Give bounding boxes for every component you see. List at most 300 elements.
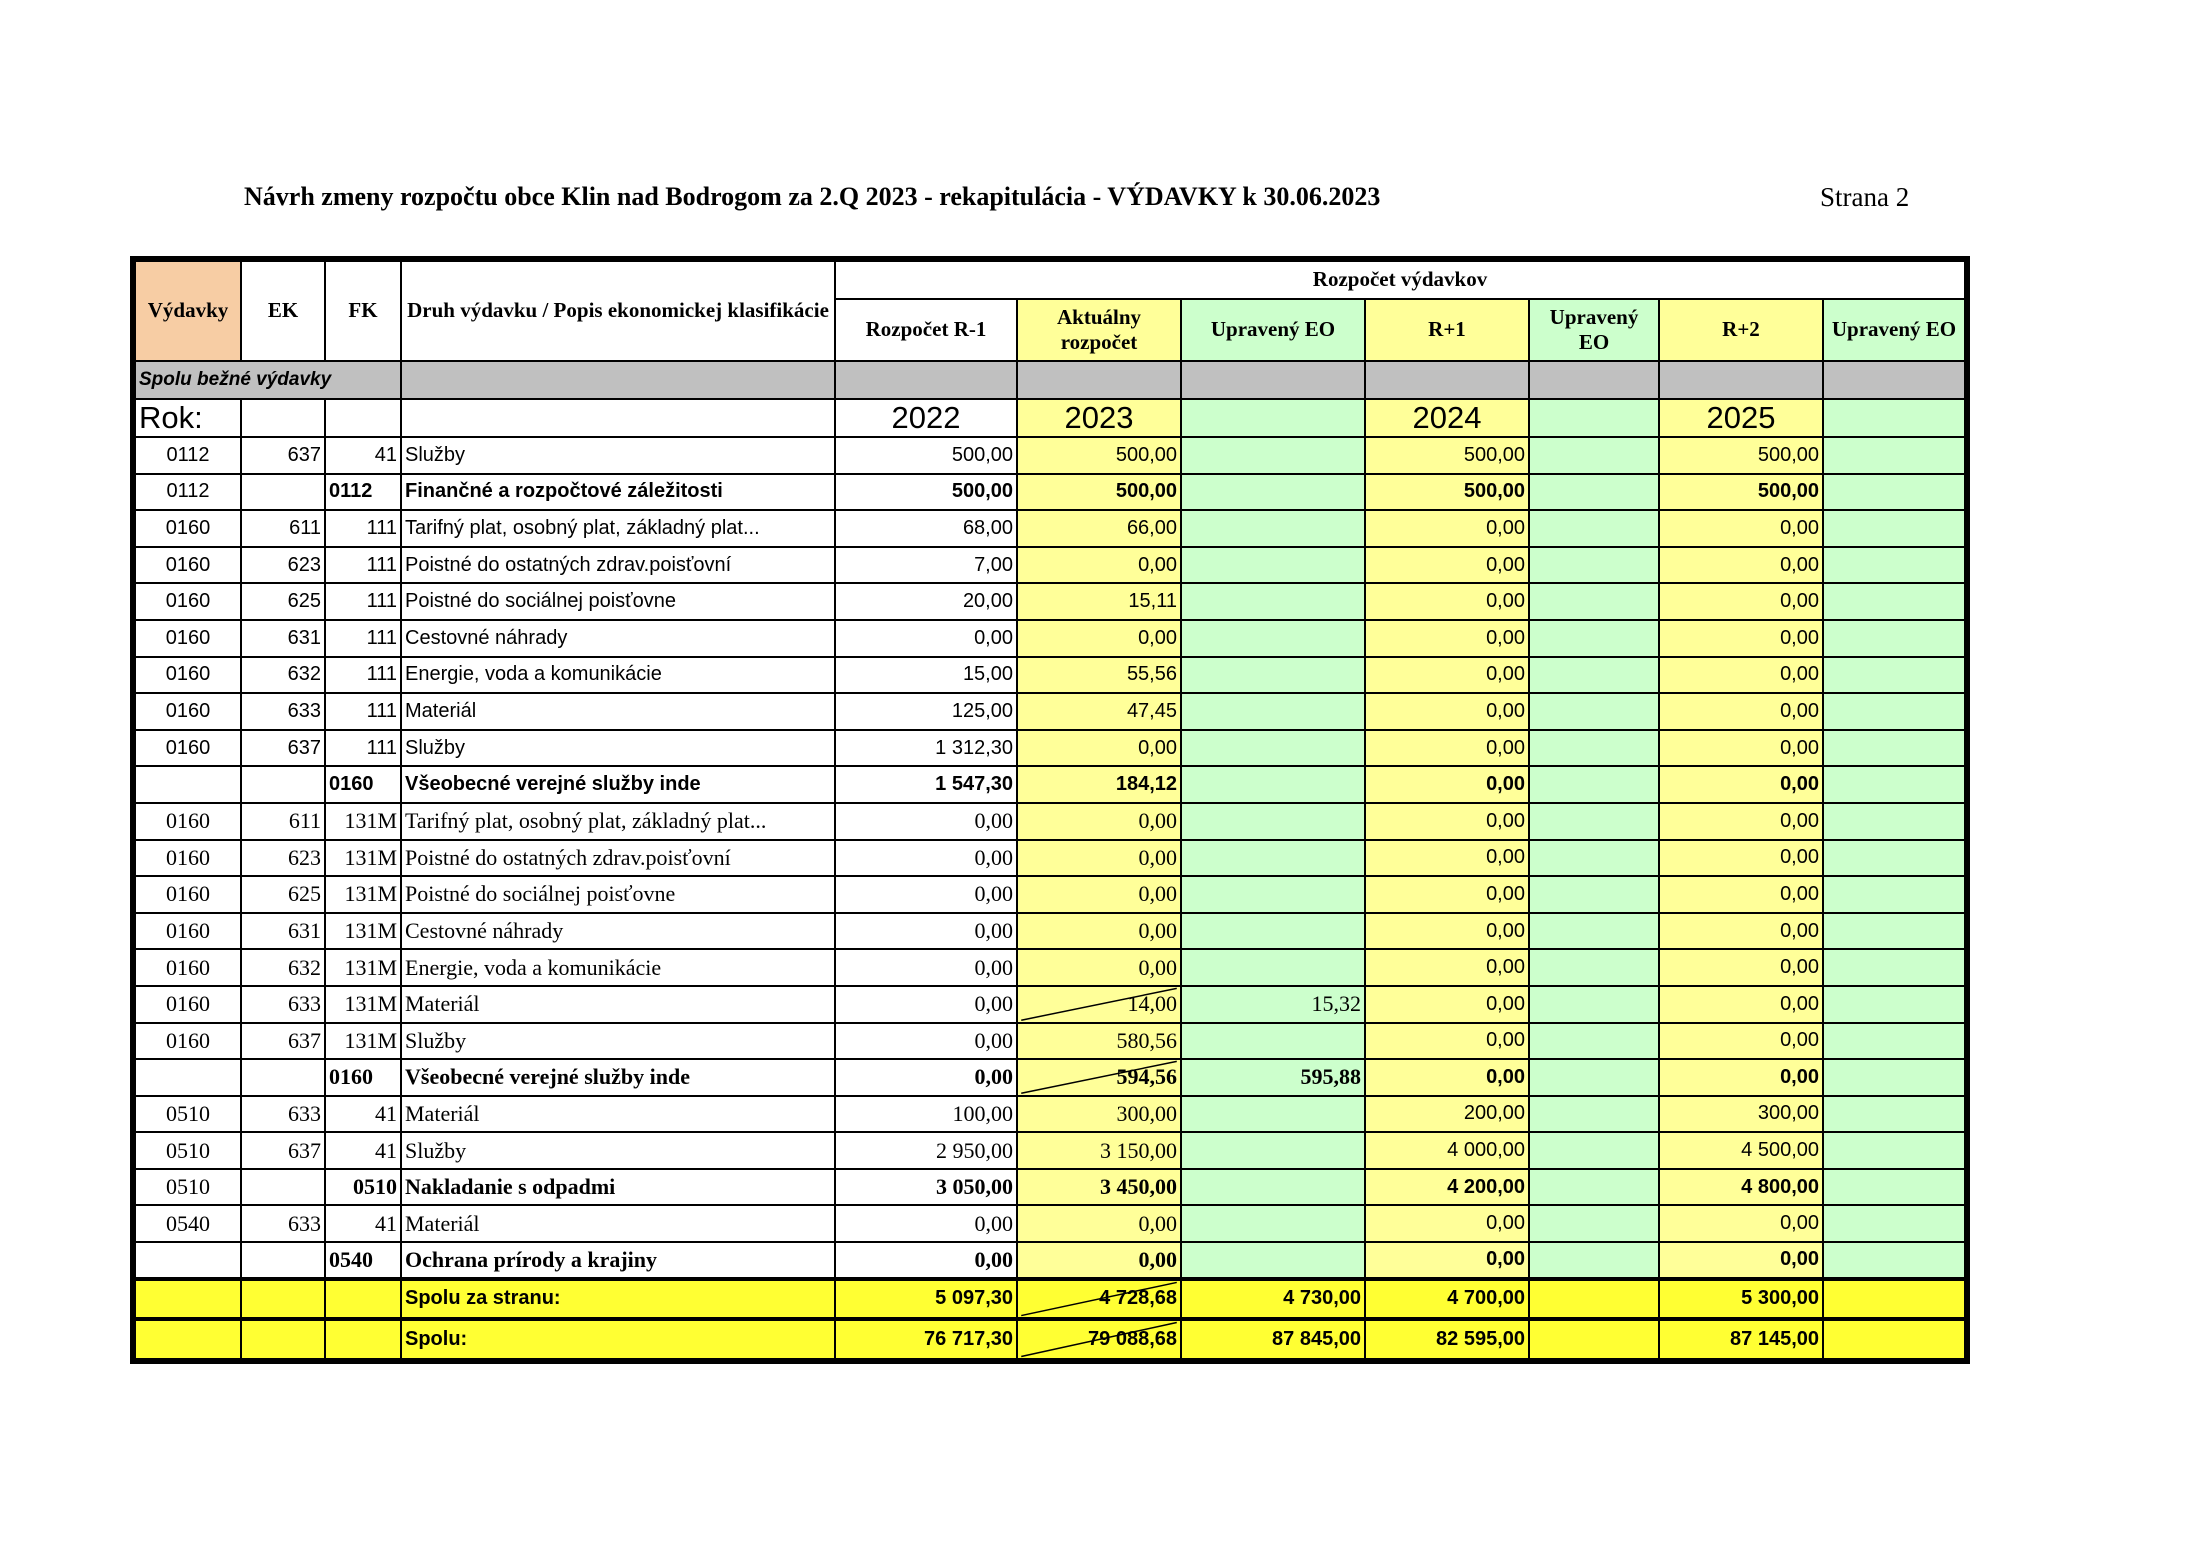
cell-r-plus-1: 0,00 xyxy=(1365,547,1529,584)
cell-upraveny-eo-2 xyxy=(1823,437,1965,474)
cell-upraveny-eo-1 xyxy=(1529,730,1659,767)
cell-aktualny: 0,00 xyxy=(1017,1205,1181,1242)
cell-r-plus-1: 0,00 xyxy=(1365,1242,1529,1279)
total-upraveny-eo-1 xyxy=(1529,1279,1659,1319)
cell-upraveny-eo-1 xyxy=(1529,876,1659,913)
cell-upraveny-eo-2 xyxy=(1823,510,1965,547)
cell-r-plus-2: 500,00 xyxy=(1659,437,1823,474)
cell-empty xyxy=(241,1279,325,1319)
cell-vydavky: 0160 xyxy=(135,840,241,877)
total-r-minus-1: 76 717,30 xyxy=(835,1319,1017,1359)
table-row xyxy=(135,1132,1965,1169)
cell-description: Poistné do sociálnej poisťovne xyxy=(401,876,835,913)
cell-r-plus-1: 500,00 xyxy=(1365,474,1529,511)
cell-description: Nakladanie s odpadmi xyxy=(401,1169,835,1206)
cell-r-plus-2: 0,00 xyxy=(1659,876,1823,913)
cell-upraveny-eo-2 xyxy=(1823,1059,1965,1096)
cell-upraveny-eo xyxy=(1181,840,1365,877)
subtotal-row xyxy=(135,1169,1965,1206)
cell-fk: 111 xyxy=(325,547,401,584)
cell-aktualny: 500,00 xyxy=(1017,474,1181,511)
cell-r-plus-2: 500,00 xyxy=(1659,474,1823,511)
cell-r-plus-2: 0,00 xyxy=(1659,949,1823,986)
cell-aktualny: 0,00 xyxy=(1017,876,1181,913)
cell-vydavky: 0510 xyxy=(135,1096,241,1133)
cell-r-plus-2: 300,00 xyxy=(1659,1096,1823,1133)
cell-fk: 131M xyxy=(325,949,401,986)
cell-r-minus-1: 3 050,00 xyxy=(835,1169,1017,1206)
cell-r-plus-2: 0,00 xyxy=(1659,730,1823,767)
cell-description: Energie, voda a komunikácie xyxy=(401,949,835,986)
cell-empty xyxy=(325,1319,401,1359)
total-r-plus-1: 82 595,00 xyxy=(1365,1319,1529,1359)
cell-vydavky: 0160 xyxy=(135,510,241,547)
cell-vydavky: 0160 xyxy=(135,949,241,986)
total-r-plus-1: 4 700,00 xyxy=(1365,1279,1529,1319)
cell-upraveny-eo-1 xyxy=(1529,1059,1659,1096)
cell-r-minus-1: 100,00 xyxy=(835,1096,1017,1133)
table-row xyxy=(135,657,1965,694)
page-number: Strana 2 xyxy=(1820,182,1910,212)
cell-upraveny-eo-2 xyxy=(1823,474,1965,511)
cell-ek: 611 xyxy=(241,803,325,840)
cell-upraveny-eo xyxy=(1181,620,1365,657)
cell-vydavky xyxy=(135,766,241,803)
cell-r-minus-1: 0,00 xyxy=(835,986,1017,1023)
cell-description: Materiál xyxy=(401,1205,835,1242)
cell-upraveny-eo-1 xyxy=(1529,1205,1659,1242)
table-row xyxy=(135,876,1965,913)
cell-upraveny-eo-1 xyxy=(1529,986,1659,1023)
cell-ek: 632 xyxy=(241,657,325,694)
cell-fk: 0540 xyxy=(325,1242,401,1279)
col-header-r-minus-1: Rozpočet R-1 xyxy=(835,299,1017,361)
total-label: Spolu za stranu: xyxy=(401,1279,835,1319)
cell-upraveny-eo xyxy=(1181,1169,1365,1206)
cell-fk: 131M xyxy=(325,913,401,950)
cell-upraveny-eo-1 xyxy=(1529,583,1659,620)
cell-upraveny-eo xyxy=(1181,1132,1365,1169)
cell-ek: 625 xyxy=(241,583,325,620)
cell-vydavky: 0112 xyxy=(135,437,241,474)
total-aktualny xyxy=(1017,1319,1181,1359)
col-header-ek: EK xyxy=(241,261,325,361)
total-upraveny-eo: 87 845,00 xyxy=(1181,1319,1365,1359)
cell-upraveny-eo xyxy=(1181,949,1365,986)
cell-upraveny-eo-2 xyxy=(1823,547,1965,584)
cell-fk: 41 xyxy=(325,1132,401,1169)
cell-aktualny: 0,00 xyxy=(1017,730,1181,767)
cell-upraveny-eo-1 xyxy=(1529,510,1659,547)
cell-fk: 111 xyxy=(325,730,401,767)
cell-r-minus-1: 0,00 xyxy=(835,1242,1017,1279)
col-header-aktualny: Aktuálny rozpočet xyxy=(1017,299,1181,361)
cell-description: Poistné do ostatných zdrav.poisťovní xyxy=(401,840,835,877)
table-row xyxy=(135,730,1965,767)
cell-r-plus-2: 0,00 xyxy=(1659,510,1823,547)
cell-r-plus-1: 0,00 xyxy=(1365,583,1529,620)
cell-vydavky xyxy=(135,1242,241,1279)
cell-aktualny: 580,56 xyxy=(1017,1023,1181,1060)
total-r-plus-2: 5 300,00 xyxy=(1659,1279,1823,1319)
cell-aktualny-value: 14,00 xyxy=(1127,991,1177,1017)
cell-upraveny-eo xyxy=(1181,547,1365,584)
cell-r-plus-1: 0,00 xyxy=(1365,840,1529,877)
cell-r-plus-2: 0,00 xyxy=(1659,766,1823,803)
cell-r-plus-1: 500,00 xyxy=(1365,437,1529,474)
cell-r-minus-1: 1 547,30 xyxy=(835,766,1017,803)
cell-aktualny-value: 594,56 xyxy=(1116,1064,1177,1090)
table-row xyxy=(135,840,1965,877)
cell-upraveny-eo xyxy=(1181,693,1365,730)
cell-description: Cestovné náhrady xyxy=(401,913,835,950)
cell-ek xyxy=(241,766,325,803)
cell-fk: 131M xyxy=(325,803,401,840)
cell-r-minus-1: 0,00 xyxy=(835,1059,1017,1096)
cell-fk: 111 xyxy=(325,510,401,547)
table-row xyxy=(135,1096,1965,1133)
cell-description: Služby xyxy=(401,730,835,767)
total-upraveny-eo-2 xyxy=(1823,1279,1965,1319)
total-aktualny-value: 79 088,68 xyxy=(1088,1327,1177,1350)
cell-ek: 637 xyxy=(241,1023,325,1060)
cell-r-minus-1: 1 312,30 xyxy=(835,730,1017,767)
cell-description: Všeobecné verejné služby inde xyxy=(401,1059,835,1096)
cell-r-minus-1: 125,00 xyxy=(835,693,1017,730)
cell-description: Materiál xyxy=(401,986,835,1023)
budget-table xyxy=(134,260,1966,1360)
cell-upraveny-eo-1 xyxy=(1529,1096,1659,1133)
cell-r-plus-2: 0,00 xyxy=(1659,913,1823,950)
cell-aktualny: 0,00 xyxy=(1017,803,1181,840)
col-header-vydavky: Výdavky xyxy=(135,261,241,361)
year-r-minus-1: 2022 xyxy=(835,399,1017,437)
cell-ek: 633 xyxy=(241,693,325,730)
cell-description: Služby xyxy=(401,437,835,474)
cell-ek xyxy=(241,1242,325,1279)
cell-upraveny-eo xyxy=(1181,766,1365,803)
cell-empty xyxy=(135,1279,241,1319)
cell-upraveny-eo-1 xyxy=(1529,474,1659,511)
cell-vydavky: 0540 xyxy=(135,1205,241,1242)
cell-fk: 111 xyxy=(325,657,401,694)
cell-ek: 637 xyxy=(241,730,325,767)
table-row xyxy=(135,949,1965,986)
cell-r-plus-2: 0,00 xyxy=(1659,583,1823,620)
cell-vydavky: 0160 xyxy=(135,620,241,657)
cell-upraveny-eo-2 xyxy=(1823,1205,1965,1242)
cell-r-minus-1: 0,00 xyxy=(835,840,1017,877)
cell-vydavky: 0160 xyxy=(135,547,241,584)
cell-aktualny: 0,00 xyxy=(1017,913,1181,950)
table-row xyxy=(135,547,1965,584)
cell-upraveny-eo-2 xyxy=(1823,1096,1965,1133)
table-row xyxy=(135,986,1965,1023)
cell-upraveny-eo-2 xyxy=(1823,1132,1965,1169)
cell-ek: 631 xyxy=(241,913,325,950)
cell-r-minus-1: 0,00 xyxy=(835,1205,1017,1242)
cell-r-plus-1: 0,00 xyxy=(1365,986,1529,1023)
cell-empty xyxy=(241,1319,325,1359)
cell-r-plus-1: 0,00 xyxy=(1365,657,1529,694)
cell-upraveny-eo xyxy=(1181,876,1365,913)
cell-fk: 0160 xyxy=(325,766,401,803)
cell-r-minus-1: 7,00 xyxy=(835,547,1017,584)
table-row xyxy=(135,693,1965,730)
cell-vydavky: 0160 xyxy=(135,1023,241,1060)
cell-vydavky: 0160 xyxy=(135,803,241,840)
cell-r-plus-2: 0,00 xyxy=(1659,1059,1823,1096)
cell-r-plus-2: 0,00 xyxy=(1659,1242,1823,1279)
cell-ek: 625 xyxy=(241,876,325,913)
cell-upraveny-eo-2 xyxy=(1823,730,1965,767)
cell-empty xyxy=(135,1319,241,1359)
cell-upraveny-eo xyxy=(1181,510,1365,547)
cell-upraveny-eo-2 xyxy=(1823,620,1965,657)
col-header-r-plus-1: R+1 xyxy=(1365,299,1529,361)
cell-r-minus-1: 500,00 xyxy=(835,437,1017,474)
cell-description: Tarifný plat, osobný plat, základný plat... xyxy=(401,510,835,547)
year-current: 2023 xyxy=(1017,399,1181,437)
cell-empty xyxy=(325,1279,401,1319)
total-label: Spolu: xyxy=(401,1319,835,1359)
cell-r-minus-1: 0,00 xyxy=(835,949,1017,986)
cell-description: Cestovné náhrady xyxy=(401,620,835,657)
cell-ek: 633 xyxy=(241,1205,325,1242)
total-aktualny-value: 4 728,68 xyxy=(1099,1287,1177,1310)
cell-fk: 0160 xyxy=(325,1059,401,1096)
cell-vydavky: 0160 xyxy=(135,913,241,950)
cell-vydavky: 0160 xyxy=(135,986,241,1023)
cell-upraveny-eo xyxy=(1181,583,1365,620)
cell-upraveny-eo-1 xyxy=(1529,803,1659,840)
cell-r-plus-1: 4 000,00 xyxy=(1365,1132,1529,1169)
year-row xyxy=(135,399,1965,437)
cell-r-plus-1: 0,00 xyxy=(1365,693,1529,730)
cell-r-minus-1: 2 950,00 xyxy=(835,1132,1017,1169)
cell-description: Materiál xyxy=(401,693,835,730)
cell-upraveny-eo-1 xyxy=(1529,766,1659,803)
total-aktualny xyxy=(1017,1279,1181,1319)
col-header-upraveny-eo-1: Upravený EO xyxy=(1529,299,1659,361)
cell-aktualny: 15,11 xyxy=(1017,583,1181,620)
cell-aktualny: 55,56 xyxy=(1017,657,1181,694)
cell-upraveny-eo xyxy=(1181,1205,1365,1242)
cell-vydavky: 0112 xyxy=(135,474,241,511)
cell-vydavky: 0510 xyxy=(135,1132,241,1169)
total-upraveny-eo: 4 730,00 xyxy=(1181,1279,1365,1319)
cell-upraveny-eo-2 xyxy=(1823,803,1965,840)
cell-description: Ochrana prírody a krajiny xyxy=(401,1242,835,1279)
cell-upraveny-eo-1 xyxy=(1529,840,1659,877)
cell-aktualny: 500,00 xyxy=(1017,437,1181,474)
cell-description: Finančné a rozpočtové záležitosti xyxy=(401,474,835,511)
cell-r-plus-1: 0,00 xyxy=(1365,766,1529,803)
cell-fk: 0112 xyxy=(325,474,401,511)
cell-r-plus-2: 4 500,00 xyxy=(1659,1132,1823,1169)
cell-upraveny-eo-2 xyxy=(1823,986,1965,1023)
cell-aktualny: 3 450,00 xyxy=(1017,1169,1181,1206)
cell-aktualny: 0,00 xyxy=(1017,620,1181,657)
cell-r-minus-1: 0,00 xyxy=(835,876,1017,913)
cell-r-plus-1: 0,00 xyxy=(1365,620,1529,657)
grand-total-row xyxy=(135,1319,1965,1359)
total-r-plus-2: 87 145,00 xyxy=(1659,1319,1823,1359)
col-header-upraveny-eo: Upravený EO xyxy=(1181,299,1365,361)
cell-upraveny-eo-2 xyxy=(1823,1023,1965,1060)
cell-description: Všeobecné verejné služby inde xyxy=(401,766,835,803)
cell-upraveny-eo-1 xyxy=(1529,949,1659,986)
table-row xyxy=(135,437,1965,474)
cell-aktualny: 66,00 xyxy=(1017,510,1181,547)
cell-r-plus-1: 0,00 xyxy=(1365,510,1529,547)
cell-r-plus-2: 0,00 xyxy=(1659,840,1823,877)
cell-ek: 611 xyxy=(241,510,325,547)
cell-r-plus-2: 0,00 xyxy=(1659,986,1823,1023)
cell-r-minus-1: 500,00 xyxy=(835,474,1017,511)
cell-r-plus-1: 200,00 xyxy=(1365,1096,1529,1133)
cell-ek: 623 xyxy=(241,840,325,877)
col-header-description: Druh výdavku / Popis ekonomickej klasifikácie xyxy=(401,261,835,361)
section-row xyxy=(135,361,1965,399)
cell-description: Energie, voda a komunikácie xyxy=(401,657,835,694)
cell-upraveny-eo-2 xyxy=(1823,657,1965,694)
section-label: Spolu bežné výdavky xyxy=(135,361,401,399)
cell-upraveny-eo xyxy=(1181,803,1365,840)
cell-upraveny-eo-1 xyxy=(1529,657,1659,694)
year-r-plus-2: 2025 xyxy=(1659,399,1823,437)
subtotal-row xyxy=(135,766,1965,803)
cell-description: Služby xyxy=(401,1023,835,1060)
cell-description: Služby xyxy=(401,1132,835,1169)
cell-fk: 41 xyxy=(325,1096,401,1133)
cell-r-plus-1: 0,00 xyxy=(1365,1023,1529,1060)
cell-ek xyxy=(241,1059,325,1096)
cell-r-plus-2: 0,00 xyxy=(1659,693,1823,730)
cell-vydavky xyxy=(135,1059,241,1096)
cell-description: Tarifný plat, osobný plat, základný plat... xyxy=(401,803,835,840)
cell-fk: 131M xyxy=(325,876,401,913)
cell-r-plus-2: 0,00 xyxy=(1659,803,1823,840)
document-title: Návrh zmeny rozpočtu obce Klin nad Bodrogom za 2.Q 2023 - rekapitulácia - VÝDAVKY k 30.06.2023 xyxy=(244,182,1381,211)
cell-r-minus-1: 0,00 xyxy=(835,913,1017,950)
cell-aktualny: 0,00 xyxy=(1017,1242,1181,1279)
cell-r-plus-2: 0,00 xyxy=(1659,1205,1823,1242)
cell-upraveny-eo xyxy=(1181,913,1365,950)
cell-fk: 111 xyxy=(325,620,401,657)
cell-upraveny-eo xyxy=(1181,437,1365,474)
col-header-fk: FK xyxy=(325,261,401,361)
table-row xyxy=(135,620,1965,657)
cell-r-plus-2: 4 800,00 xyxy=(1659,1169,1823,1206)
cell-upraveny-eo-2 xyxy=(1823,840,1965,877)
cell-fk: 131M xyxy=(325,1023,401,1060)
year-r-plus-1: 2024 xyxy=(1365,399,1529,437)
subtotal-row xyxy=(135,474,1965,511)
cell-ek xyxy=(241,1169,325,1206)
cell-r-plus-1: 0,00 xyxy=(1365,949,1529,986)
cell-upraveny-eo-1 xyxy=(1529,1169,1659,1206)
cell-aktualny xyxy=(1017,986,1181,1023)
cell-ek: 633 xyxy=(241,1096,325,1133)
cell-upraveny-eo-1 xyxy=(1529,1023,1659,1060)
cell-r-plus-2: 0,00 xyxy=(1659,620,1823,657)
total-upraveny-eo-2 xyxy=(1823,1319,1965,1359)
cell-upraveny-eo xyxy=(1181,1096,1365,1133)
cell-r-plus-2: 0,00 xyxy=(1659,657,1823,694)
cell-upraveny-eo-2 xyxy=(1823,949,1965,986)
cell-fk: 41 xyxy=(325,1205,401,1242)
cell-aktualny xyxy=(1017,1059,1181,1096)
table-row xyxy=(135,913,1965,950)
table-row xyxy=(135,510,1965,547)
cell-ek: 637 xyxy=(241,437,325,474)
cell-upraveny-eo-2 xyxy=(1823,766,1965,803)
cell-vydavky: 0160 xyxy=(135,730,241,767)
cell-upraveny-eo-2 xyxy=(1823,1242,1965,1279)
total-r-minus-1: 5 097,30 xyxy=(835,1279,1017,1319)
page-total-row xyxy=(135,1279,1965,1319)
cell-upraveny-eo-2 xyxy=(1823,1169,1965,1206)
table-row xyxy=(135,1023,1965,1060)
cell-upraveny-eo: 15,32 xyxy=(1181,986,1365,1023)
table-row xyxy=(135,583,1965,620)
cell-r-plus-1: 0,00 xyxy=(1365,730,1529,767)
table-row xyxy=(135,1205,1965,1242)
cell-upraveny-eo-2 xyxy=(1823,693,1965,730)
cell-r-plus-1: 0,00 xyxy=(1365,876,1529,913)
cell-upraveny-eo: 595,88 xyxy=(1181,1059,1365,1096)
cell-r-plus-1: 0,00 xyxy=(1365,913,1529,950)
cell-fk: 131M xyxy=(325,840,401,877)
total-upraveny-eo-1 xyxy=(1529,1319,1659,1359)
cell-description: Materiál xyxy=(401,1096,835,1133)
cell-upraveny-eo xyxy=(1181,1023,1365,1060)
cell-upraveny-eo-2 xyxy=(1823,876,1965,913)
cell-upraveny-eo xyxy=(1181,1242,1365,1279)
subtotal-row xyxy=(135,1059,1965,1096)
cell-ek: 623 xyxy=(241,547,325,584)
subtotal-row xyxy=(135,1242,1965,1279)
cell-fk: 41 xyxy=(325,437,401,474)
col-header-upraveny-eo-2: Upravený EO xyxy=(1823,299,1965,361)
cell-r-plus-1: 4 200,00 xyxy=(1365,1169,1529,1206)
cell-r-plus-1: 0,00 xyxy=(1365,1059,1529,1096)
cell-upraveny-eo-2 xyxy=(1823,913,1965,950)
cell-ek: 632 xyxy=(241,949,325,986)
cell-ek xyxy=(241,474,325,511)
cell-upraveny-eo-1 xyxy=(1529,1242,1659,1279)
cell-upraveny-eo-1 xyxy=(1529,547,1659,584)
cell-r-minus-1: 20,00 xyxy=(835,583,1017,620)
cell-vydavky: 0160 xyxy=(135,657,241,694)
cell-r-minus-1: 0,00 xyxy=(835,620,1017,657)
cell-upraveny-eo xyxy=(1181,730,1365,767)
cell-upraveny-eo xyxy=(1181,474,1365,511)
cell-ek: 631 xyxy=(241,620,325,657)
cell-ek: 637 xyxy=(241,1132,325,1169)
cell-aktualny: 3 150,00 xyxy=(1017,1132,1181,1169)
cell-r-minus-1: 0,00 xyxy=(835,1023,1017,1060)
cell-upraveny-eo-1 xyxy=(1529,437,1659,474)
cell-fk: 111 xyxy=(325,693,401,730)
cell-vydavky: 0510 xyxy=(135,1169,241,1206)
cell-vydavky: 0160 xyxy=(135,693,241,730)
cell-r-minus-1: 68,00 xyxy=(835,510,1017,547)
cell-upraveny-eo-1 xyxy=(1529,1132,1659,1169)
cell-upraveny-eo-2 xyxy=(1823,583,1965,620)
cell-upraveny-eo-1 xyxy=(1529,693,1659,730)
